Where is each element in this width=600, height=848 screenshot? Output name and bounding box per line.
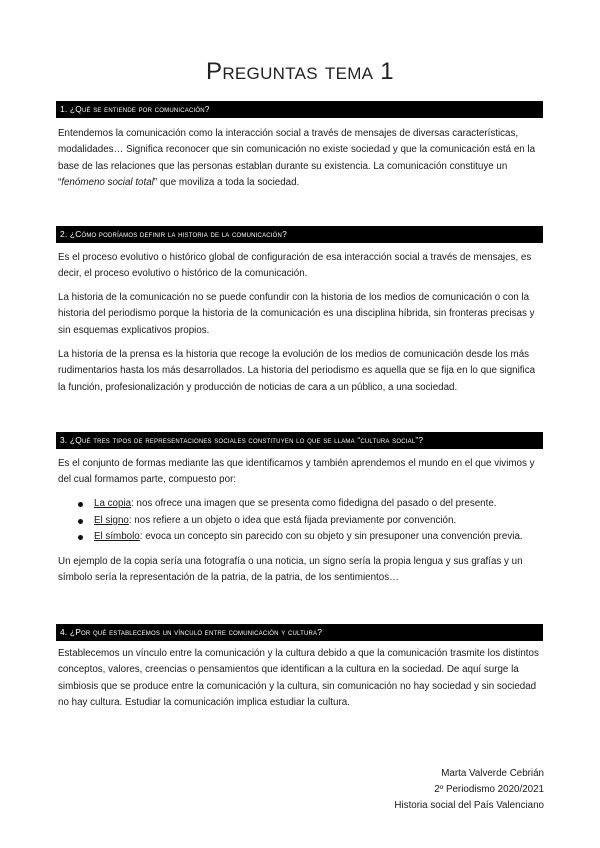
bullet-term: El símbolo xyxy=(94,531,140,543)
section-2-paragraph-3: La historia de la prensa es la historia que recoge la evolución de los medios de comunicación desde los más rudimentarios hasta los más desarrollados. La historia del periodismo es aquella que se fija en lo que significa la función, profesionalización y producción de noticias de cara a un público, a una sociedad. xyxy=(58,349,536,393)
section-3-heading: 3. ¿Qué tres tipos de representaciones sociales constituyen lo que se llama “cultura social”? xyxy=(56,432,543,449)
section-2-paragraph-2: La historia de la comunicación no se puede confundir con la historia de los medios de comunicación o con la historia del periodismo porque la historia de la comunicación es una disciplina híbrida, sin fronteras precisas y sin esquemas explicativos propios. xyxy=(58,292,535,336)
course-line: 2º Periodismo 2020/2021 xyxy=(434,784,544,795)
section-2-paragraph-1: Es el proceso evolutivo o histórico global de configuración de esa interacción social a través de mensajes, es decir, el proceso evolutivo o histórico de la comunicación. xyxy=(58,252,532,280)
section-3-outro: Un ejemplo de la copia sería una fotografía o una noticia, un signo sería la propia lengua y sus grafías y un símbolo sería la representación de la patria, de la patria, de los sentimientos… xyxy=(58,556,523,584)
bullet-term: La copia xyxy=(94,498,132,509)
author-name: Marta Valverde Cebrián xyxy=(441,768,544,779)
list-item xyxy=(58,513,544,530)
subject-line: Historia social del País Valenciano xyxy=(394,800,544,811)
section-4-heading: 4. ¿Por qué establecemos un vínculo entre comunicación y cultura? xyxy=(56,624,543,641)
bullet-icon xyxy=(78,502,83,507)
section-1-heading: 1. ¿Qué se entiende por comunicación? xyxy=(56,101,543,118)
section-4-paragraph: Establecemos un vínculo entre la comunicación y la cultura debido a que la comunicación trasmite los distintos conceptos, valores, creencias o pensamientos que identifican a la cultura en la sociedad. De aquí surge la simbiosis que se produce entre la comunicación y la cultura, sin comunicación no hay sociedad y sin sociedad no hay cultura. Estudiar la comunicación implica estudiar la cultura. xyxy=(58,648,539,709)
bullet-text: : nos refiere a un objeto o idea que está fijada previamente por convención. xyxy=(128,514,457,526)
representations-list xyxy=(58,496,544,546)
section-1-paragraph xyxy=(58,126,544,192)
bullet-icon xyxy=(78,519,83,524)
page-title: Preguntas tema 1 xyxy=(206,58,394,85)
bullet-icon xyxy=(78,535,83,540)
section-2-heading: 2. ¿Cómo podríamos definir la historia de la comunicación? xyxy=(56,226,543,243)
bullet-term: El signo xyxy=(94,514,129,526)
list-item xyxy=(58,496,544,513)
bullet-text: : evoca un concepto sin parecido con su objeto y sin presuponer una convención previa. xyxy=(139,531,523,543)
section-1-emphasis: fenómeno social total xyxy=(61,177,154,189)
section-3-intro: Es el conjunto de formas mediante las que identificamos y también aprendemos el mundo en el que vivimos y del cual formamos parte, compuesto por: xyxy=(58,458,535,486)
list-item xyxy=(58,529,544,546)
signature-block xyxy=(394,766,544,814)
bullet-text: : nos ofrece una imagen que se presenta como fidedigna del pasado o del presente. xyxy=(131,498,497,509)
section-1-text-end: ” que moviliza a toda la sociedad. xyxy=(153,177,300,189)
section-1-text-start: Entendemos la comunicación como la interacción social a través de mensajes de diversas características, modalidades… Significa reconocer que sin comunicación no existe sociedad y que la comunicación está en la base de las relaciones que las personas establan durante su existencia. La comunicación constituye un “ xyxy=(58,128,536,189)
